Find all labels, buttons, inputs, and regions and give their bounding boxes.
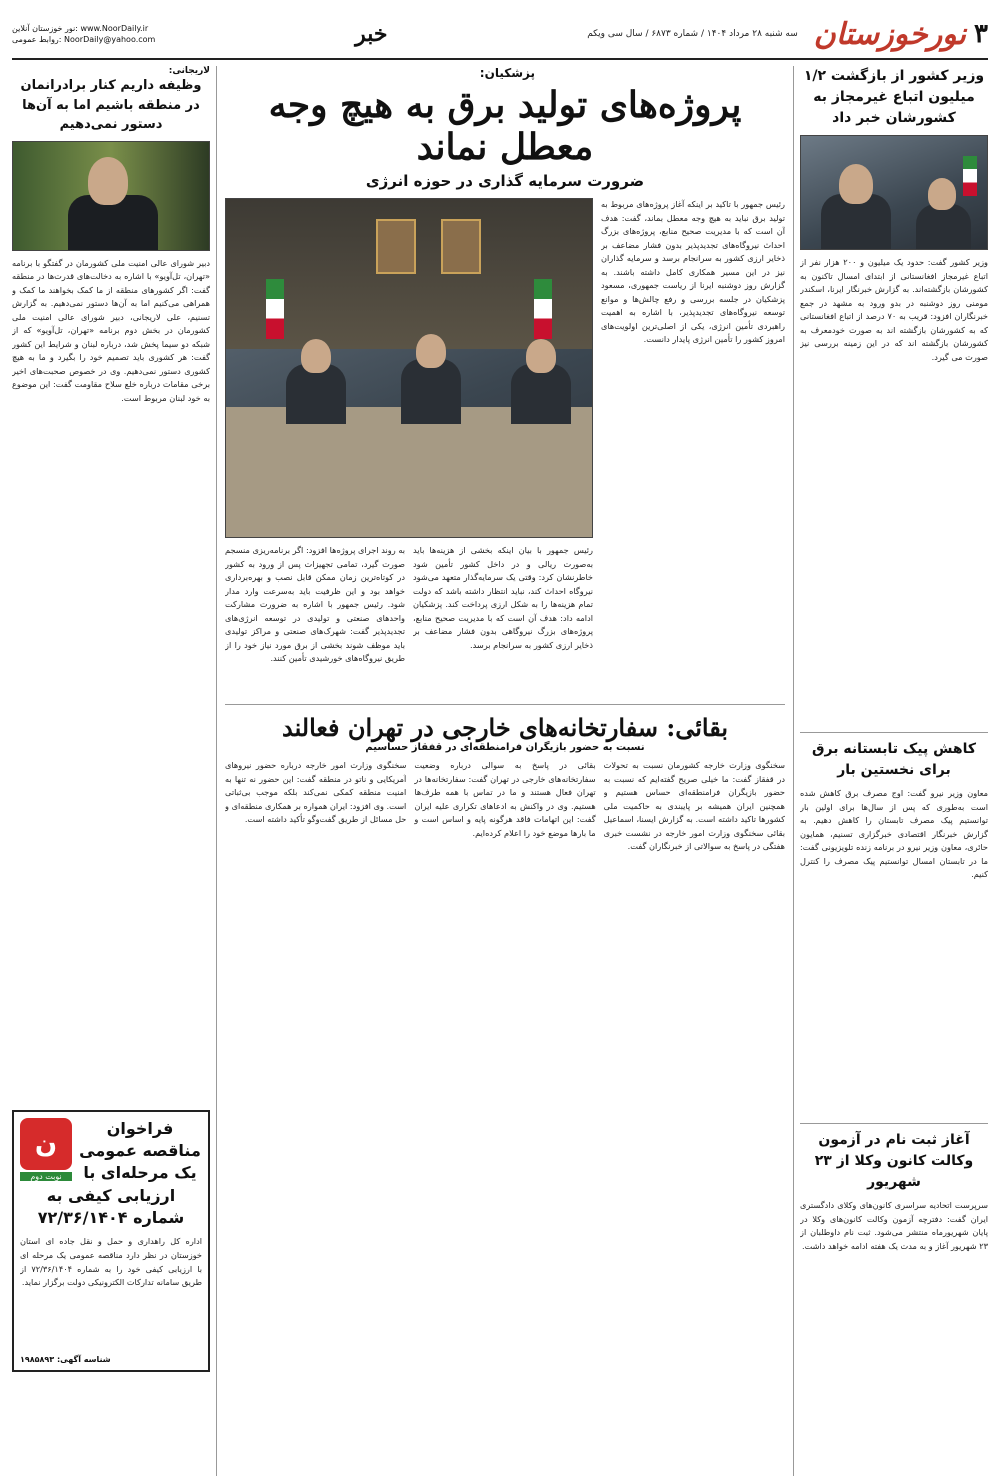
- flag-icon: [963, 156, 977, 196]
- right-article-body-3: سرپرست اتحادیه سراسری کانون‌های وکلای دادگستری ایران گفت: دفترچه آزمون وکالت کانون‌های وکلا در پایان شهریورماه منتشر می‌شود. ثبت نام داوطلبان از ۲۳ شهریور آغاز و به مدت یک هفته ادامه خواهد داشت.: [800, 1200, 988, 1251]
- main-article-photo-cols: [225, 198, 593, 698]
- page-header: [12, 10, 988, 60]
- person-head: [88, 157, 128, 205]
- main-kicker: پزشکیان:: [479, 66, 535, 80]
- road-agency-logo: ن: [20, 1118, 72, 1170]
- second-article-text: سخنگوی وزارت امور خارجه درباره حضور نیروهای آمریکایی و ناتو در منطقه گفت: این حضور نه تنها به امنیت منطقه کمکی نمی‌کند بلکه موجب بی‌ثباتی است. وی افزود: ایران همواره بر همکاری منطقه‌ای و حل مسائل از طریق گفت‌وگو تأکید داشته است.: [225, 760, 407, 825]
- right-subheadline-3[interactable]: آغاز ثبت نام در آزمون وکالت کانون وکلا از ۲۳ شهریور: [814, 1132, 974, 1190]
- portrait-frame: [441, 219, 481, 274]
- left-headline[interactable]: وظیفه داریم کنار برادرانمان در منطقه باشیم اما به آن‌ها دستور نمی‌دهیم: [20, 78, 202, 132]
- second-article-text: بقائی در پاسخ به سوالی درباره وضعیت سفارتخانه‌های خارجی در تهران گفت: سفارتخانه‌ها در تهران فعال هستند و ما در تماس با همه طرف‌ها هستیم. وی در واکنش به ادعاهای تکراری علیه ایران گفت: این اتهامات فاقد هرگونه پایه و اساس است و ما بارها موضع خود را اعلام کرده‌ایم.: [414, 760, 596, 838]
- ad-body: اداره کل راهداری و حمل و نقل جاده ای استان خوزستان در نظر دارد مناقصه عمومی یک مرحله ای با ارزیابی کیفی خود را به شماره ۷۲/۳۶/۱۴۰۴ از طریق سامانه تدارکات الکترونیکی دولت برگزار نماید.: [20, 1236, 202, 1288]
- masthead: [587, 17, 988, 52]
- right-column: [793, 66, 988, 1476]
- person-head: [416, 334, 446, 368]
- divider: [225, 704, 785, 705]
- ad-tag: نوبت دوم: [20, 1172, 72, 1181]
- brand-logo: نورخوزستان: [813, 16, 967, 52]
- second-headline[interactable]: بقائی: سفارتخانه‌های خارجی در تهران فعالند: [281, 713, 729, 742]
- person-head: [928, 178, 956, 210]
- site-email[interactable]: روابط عمومی: NoorDaily@yahoo.com: [12, 35, 156, 44]
- site-info: [12, 23, 155, 45]
- right-article-body: وزیر کشور گفت: حدود یک میلیون و ۲۰۰ هزار نفر از اتباع غیرمجاز افغانستانی از ابتدای امسال تاکنون به کشورشان بازگشته‌اند. به گزارش خبرنگار ایرنا، اسکندر مومنی روز دوشنبه در بدو ورود به مشهد در جمع خبرنگاران افزود: قریب به ۷۰ درصد از اتباع افغانستانی که به کشورشان بازگشته اند به صورت خودمعرف به کشورشان بازگشته اند که در این زمینه بررسی نیز صورت می گیرد.: [800, 257, 988, 362]
- photo-table: [226, 407, 592, 537]
- second-article-col: [414, 759, 595, 1419]
- main-article-col-a: [601, 198, 785, 698]
- section-name: خبر: [355, 21, 388, 47]
- tender-ad: [12, 1110, 210, 1373]
- larijani-photo: [12, 141, 210, 251]
- middle-section: [225, 66, 785, 1476]
- person-figure: [511, 364, 571, 424]
- main-article: [225, 198, 785, 698]
- flag-icon: [534, 279, 552, 339]
- main-article-text: به روند اجرای پروژه‌ها افزود: اگر برنامه‌ریزی منسجم صورت گیرد، تمامی تجهیزات پس از ورود به کشور در کوتاه‌ترین زمان ممکن قابل نصب و بهره‌برداری خواهد بود و این ظرفیت باید به‌سرعت وارد مدار شود. رئیس جمهور با اشاره به ضرورت مشارکت واحدهای صنعتی و تولیدی در توسعه انرژی‌های تجدیدپذیر گفت: شهرک‌های صنعتی و مراکز تولیدی باید موظف شوند بخشی از برق مورد نیاز خود را از طریق نیروگاه‌های خورشیدی تأمین کنند.: [225, 545, 405, 664]
- divider: [800, 732, 988, 733]
- main-subheadline: ضرورت سرمایه گذاری در حوزه انرژی: [365, 172, 645, 190]
- portrait-frame: [376, 219, 416, 274]
- ad-footer: شناسه آگهی: ۱۹۸۵۸۹۳: [20, 1355, 111, 1365]
- person-figure: [401, 359, 461, 424]
- divider: [800, 1123, 988, 1124]
- right-headline[interactable]: وزیر کشور از بازگشت ۱/۲ میلیون اتباع غیرمجاز به کشورشان خبر داد: [803, 68, 985, 126]
- meeting-photo: [225, 198, 593, 538]
- right-article-body-2: معاون وزیر نیرو گفت: اوج مصرف برق کاهش شده است به‌طوری که پس از سال‌ها برای اولین بار توانستیم پیک مصرف تابستان را کاهش دهیم. به گزارش خبرنگار اقتصادی خبرگزاری تسنیم، همایون حائری، معاون وزیر نیرو در برنامه زنده تلویزیونی گفت: ما در تابستان امسال توانستیم پیک مصرف را کنترل کنیم.: [800, 788, 988, 880]
- second-article-col: [225, 759, 406, 1419]
- right-subheadline-2[interactable]: کاهش پیک تابستانه برق برای نخستین بار: [811, 741, 977, 778]
- interior-minister-photo: [800, 135, 988, 250]
- main-headline[interactable]: پروژه‌های تولید برق به هیچ وجه معطل نماند: [268, 84, 742, 168]
- second-article-text: سخنگوی وزارت خارجه کشورمان نسبت به تحولات در قفقاز گفت: ما خیلی صریح گفته‌ایم که نسبت به حضور بازیگران فرامنطقه‌ای حساس هستیم و همچنین ایران همیشه بر پایبندی به حاکمیت ملی کشورها تاکید داشته است. به گزارش ایسنا، اسماعیل بقائی سخنگوی وزارت امور خارجه در نشست خبری هفتگی در پاسخ به سوالاتی از خبرنگاران گفت.: [603, 760, 785, 852]
- issue-info: سه شنبه ۲۸ مرداد ۱۴۰۴ / شماره ۶۸۷۳ / سال سی ویکم: [587, 29, 798, 39]
- left-column: [12, 66, 217, 1476]
- second-article: [225, 759, 785, 1419]
- person-head: [839, 164, 873, 204]
- main-article-cols-bc: [225, 544, 593, 694]
- person-figure: [916, 204, 971, 249]
- left-kicker: لاریجانی:: [168, 66, 210, 76]
- flag-icon: [266, 279, 284, 339]
- page-number: ۳: [974, 19, 988, 49]
- columns: [12, 66, 988, 1476]
- second-subheadline: نسبت به حضور بازیگران فرامنطقه‌ای در قفقاز حساسیم: [365, 742, 645, 753]
- person-head: [301, 339, 331, 373]
- second-article-col: [604, 759, 785, 1419]
- site-url[interactable]: نور خوزستان آنلاین: www.NoorDaily.ir: [12, 23, 149, 33]
- person-head: [526, 339, 556, 373]
- left-article-body: دبیر شورای عالی امنیت ملی کشورمان در گفتگو با برنامه «تهران، تل‌آویو» با اشاره به دخالت‌های قدرت‌ها در منطقه گفت: اگر کشورهای منطقه از ما کمک بخواهند ما کمک و همراهی می‌کنیم اما به آن‌ها دستور نمی‌دهیم. به گزارش تسنیم، علی لاریجانی، دبیر شورای عالی امنیت ملی کشورمان در بخش دوم برنامه «تهران، تل‌آویو» که از شبکه دو سیما پخش شد، درباره لبنان و شرایط این کشور گفت: هر کشوری باید تصمیم خود را بگیرد و ما به هیچ کشوری دستور نمی‌دهیم. وی در خصوص صحبت‌های اخیر برخی مقامات درباره خلع سلاح مقاومت گفت: این موضوع به خود لبنان مربوط است.: [12, 257, 210, 403]
- main-article-text: رئیس جمهور با تاکید بر اینکه آغاز پروژه‌های مربوط به تولید برق نباید به هیچ وجه معطل بماند، گفت: هدف آن است که با مدیریت صحیح منابع، پروژه‌های بزرگ احداث نیروگاه‌های تجدیدپذیر بدون فشار مضاعف بر ذخایر ارزی کشور به سرانجام برسد و سرمایه گذاران نیز در این مسیر همکاری کامل داشته باشند. به گزارش روز دوشنبه ایرنا از ریاست جمهوری، مسعود پزشکیان در جلسه بررسی و رفع چالش‌ها و موانع توسعه نیروگاه‌های تجدیدپذیر، با اشاره به اهمیت راهبردی تأمین انرژی، یکی از اصلی‌ترین اولویت‌های امروز کشور را تأمین انرژی پایدار دانست.: [601, 199, 785, 345]
- person-figure: [286, 364, 346, 424]
- ad-title[interactable]: فراخوان مناقصه عمومی یک مرحله‌ای با ارزیابی کیفی به شماره ۷۲/۳۶/۱۴۰۴: [37, 1118, 201, 1228]
- main-article-text: رئیس جمهور با بیان اینکه بخشی از هزینه‌ها باید به‌صورت ریالی و در داخل کشور تأمین شود خاطرنشان کرد: وقتی یک سرمایه‌گذار متعهد می‌شود نیروگاه احداث کند، نباید انتظار داشته باشد که دولت تمام هزینه‌ها را به شکل ارزی پرداخت کند. پزشکیان ادامه داد: هدف آن است که با مدیریت صحیح منابع، پروژه‌های بزرگ نیروگاهی بدون فشار مضاعف بر ذخایر ارزی کشور به سرانجام برسد.: [413, 545, 593, 650]
